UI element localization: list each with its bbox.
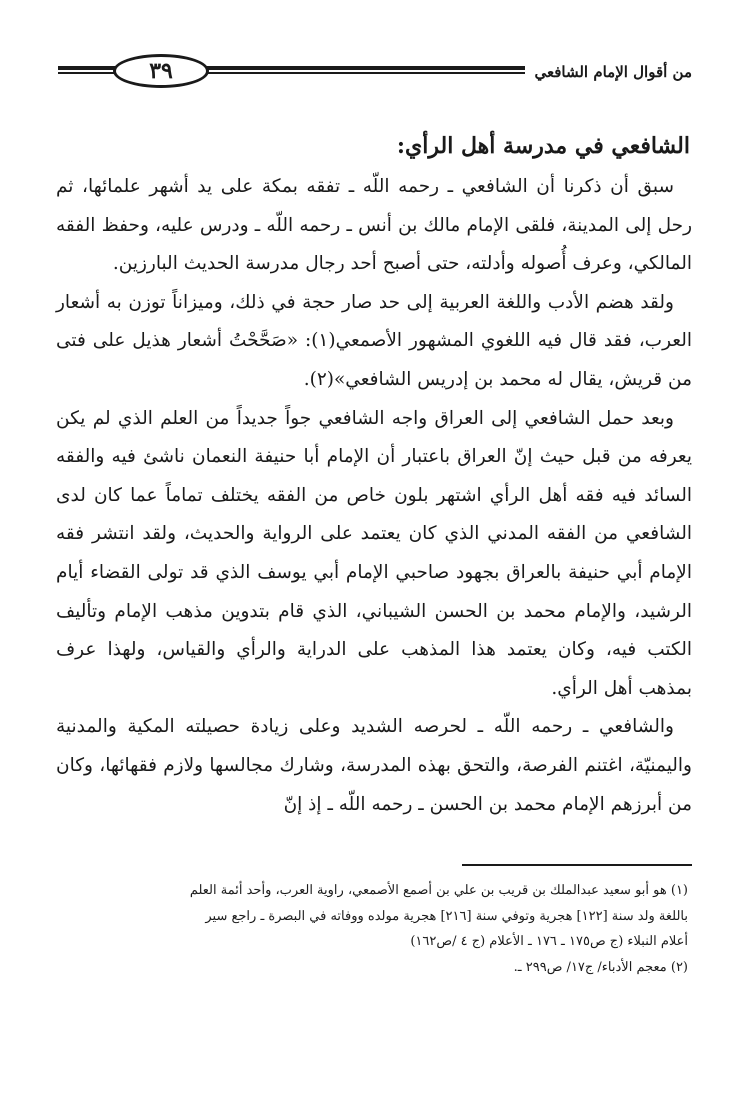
page-number-oval xyxy=(113,54,209,88)
footnote-line: (٢) معجم الأدباء/ ج١٧/ ص٢٩٩ ـ. xyxy=(513,959,688,975)
paragraph: وبعد حمل الشافعي إلى العراق واجه الشافعي جواً جديداً من العلم الذي لم يكن يعرفه من قبل حيث إنّ العراق باعتبار أن الإمام أبا حنيفة النعمان ناشئ فيه والفقه السائد فيه فقه أهل الرأي اشتهر بلون خاص من الفقه يختلف تماماً عما كان لدى الشافعي من الفقه المدني الذي كان يعتمد على الرواية والحديث، ولقد انتشر فقه الإمام أبي حنيفة بالعراق بجهود صاحبي الإمام أبي يوسف الذي قد تولى القضاء أيام الرشيد، والإمام محمد بن الحسن الشيباني، الذي قام بتدوين مذهب الإمام وتأليف الكتب فيه، وكان يعتمد هذا المذهب على الدراية والرأي والقياس، ولهذا عرف بمذهب أهل الرأي. xyxy=(56,407,692,699)
footnotes xyxy=(56,878,688,980)
paragraph: ولقد هضم الأدب واللغة العربية إلى حد صار حجة في ذلك، وميزاناً توزن به أشعار العرب، فقد قال فيه اللغوي المشهور الأصمعي(١): «صَحَّحْتُ أشعار هذيل على فتى من قريش، يقال له محمد بن إدريس الشافعي»(٢). xyxy=(56,291,692,390)
page-number: ٣٩ xyxy=(149,58,173,84)
footnote-line: باللغة ولد سنة [١٢٢] هجرية وتوفي سنة [٢١٦] هجرية مولده ووفاته في البصرة ـ راجع سير xyxy=(205,908,688,924)
main-text xyxy=(56,128,692,824)
page-header xyxy=(58,52,694,96)
paragraph: سبق أن ذكرنا أن الشافعي ـ رحمه اللّه ـ تفقه بمكة على يد أشهر علمائها، ثم رحل إلى المدينة، فلقى الإمام مالك بن أنس ـ رحمه اللّه ـ ودرس عليه، وحفظ الفقه المالكي، وعرف أُصوله وأدلته، حتى أصبح أحد رجال مدرسة الحديث البارزين. xyxy=(56,176,692,275)
footnote-line: (١) هو أبو سعيد عبدالملك بن قريب بن علي بن أصمع الأصمعي، راوية العرب، وأحد أئمة العلم xyxy=(189,883,688,898)
running-title: من أقوال الإمام الشافعي xyxy=(525,62,695,82)
paragraph: والشافعي ـ رحمه اللّه ـ لحرصه الشديد وعلى زيادة حصيلته المكية والمدنية واليمنيّة، اغتنم الفرصة، والتحق بهذه المدرسة، وشارك مجالسها ولازم فقهائها، وكان من أبرزهم الإمام محمد بن الحسن ـ رحمه اللّه ـ إذ إنّ xyxy=(56,716,692,815)
footnote-line: أعلام النبلاء (ج ص١٧٥ ـ ١٧٦ ـ الأعلام (ج ٤ /ص١٦٢) xyxy=(410,934,688,949)
section-heading: الشافعي في مدرسة أهل الرأي: xyxy=(396,133,690,159)
footnote-separator xyxy=(462,864,692,866)
